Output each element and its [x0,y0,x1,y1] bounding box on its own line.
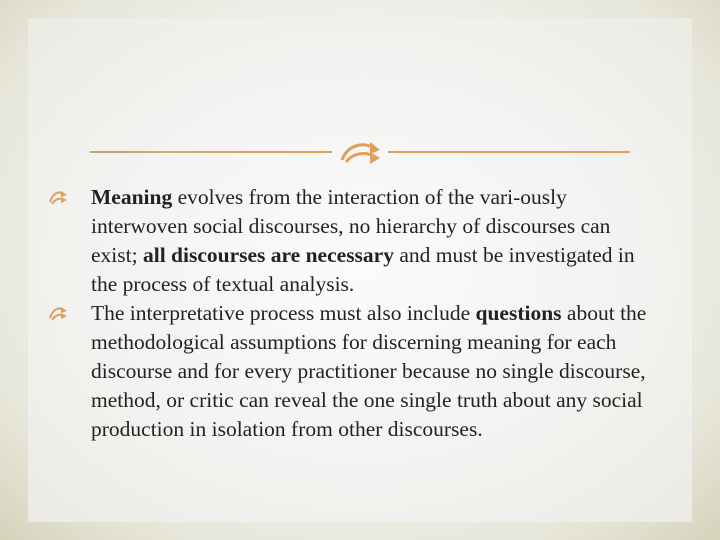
bullet-paragraph-2 [48,299,658,444]
divider-left [90,151,332,153]
text-bold: all discourses are necessary [142,243,394,267]
text-run: The interpretative process must also include [91,301,476,325]
bullet-paragraph-1 [48,183,658,299]
curved-arrow-bullet-icon [48,189,68,205]
text-run: about the methodological assumptions for discerning meaning for each discourse and for every practitioner because no single discourse, method, or critic can reveal the one single truth about any social production in isolation from other discourses. [91,301,647,441]
text-bold: Meaning [91,185,173,209]
curved-arrow-bullet-icon [48,305,68,321]
divider-right [388,151,630,153]
text-bold: questions [475,301,562,325]
curved-arrow-bullet-icon [334,138,386,166]
slide-body [48,183,658,444]
text-run: evolves from the interaction of the vari-ously interwoven social discourses, no hierarchy of discourses can exist; [91,185,611,267]
text-run: and must be investigated in the process of textual analysis. [91,243,635,296]
